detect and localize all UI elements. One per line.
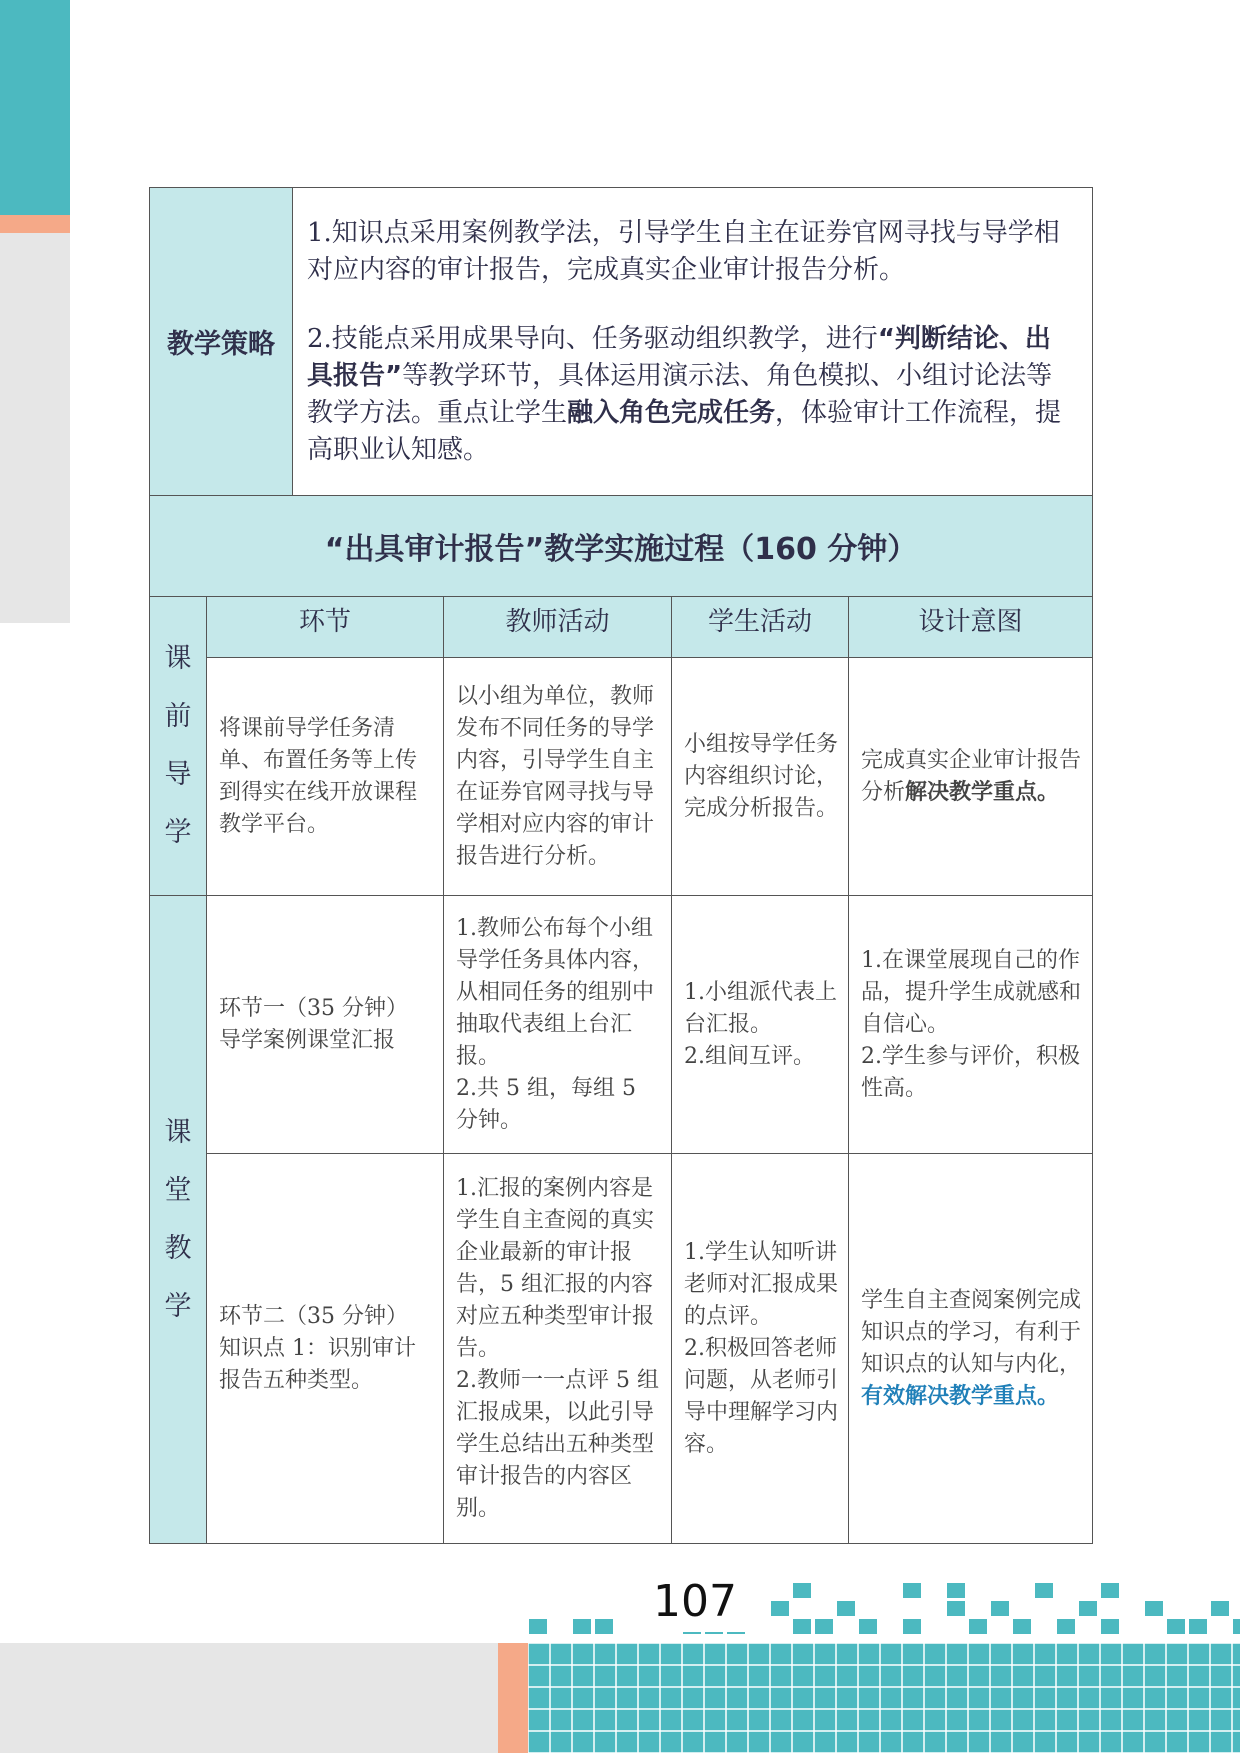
mosaic-square [1189,1619,1207,1634]
section-label-char: 前 [164,701,192,732]
mosaic-square [1079,1601,1097,1616]
strategy-para-2-text: 2.技能点采用成果导向、任务驱动组织教学，进行 [307,323,878,354]
row2-stage-line: 环节一（35 分钟） [219,995,408,1021]
mosaic-square [1101,1619,1119,1634]
row1-student: 小组按导学任务内容组织讨论，完成分析报告。 [672,658,849,896]
footer-band-gray [0,1643,498,1753]
mosaic-square [947,1583,965,1598]
row3-intent-highlight: 有效解决教学重点。 [861,1383,1060,1409]
mosaic-square [1167,1619,1185,1634]
section-label-char: 教 [164,1232,192,1264]
header-teacher: 教师活动 [444,597,672,658]
mosaic-square [903,1583,921,1598]
section-label-char: 导 [164,759,192,790]
header-intent: 设计意图 [849,597,1093,658]
mosaic-square [1145,1601,1163,1616]
strategy-label: 教学策略 [150,188,293,496]
row2-stage-line: 导学案例课堂汇报 [219,1027,396,1053]
row1-intent [849,658,1093,896]
mosaic-square [1013,1619,1031,1634]
row2-intent-item: 2.学生参与评价，积极性高。 [861,1043,1080,1101]
strategy-content [293,188,1093,496]
section-label-char: 学 [164,1290,192,1322]
strategy-para-2-text: ，体验审计工作流程，提高职业认知感。 [307,397,1062,465]
row2-student-item: 2.组间互评。 [684,1043,815,1069]
row1-intent-text: 完成真实企业审计报告分析 [861,747,1082,805]
strategy-bold-2: 融入角色完成任务 [567,397,776,428]
section-label-char: 课 [164,1116,192,1148]
mosaic-square [1057,1619,1075,1634]
row2-student-item: 1.小组派代表上台汇报。 [684,979,837,1037]
row2-teacher-item: 1.教师公布每个小组导学任务具体内容，从相同任务的组别中抽取代表组上台汇报。 [456,915,655,1069]
mosaic-square [573,1619,591,1634]
mosaic-square [771,1601,789,1616]
row3-intent-text: 学生自主查阅案例完成知识点的学习，有利于知识点的认知与内化， [861,1287,1082,1377]
row3-student-item: 1.学生认知听讲老师对汇报成果的点评。 [684,1239,839,1329]
row3-stage-line: 环节二（35 分钟） [219,1303,408,1329]
lesson-table [149,187,1093,1544]
strategy-para-2-text: 等教学环节，具体运用演示法、角色模拟、小组讨论法等教学方法。重点让学生 [307,360,1053,428]
row3-teacher-item: 2.教师一一点评 5 组汇报成果，以此引导学生总结出五种类型审计报告的内容区别。 [456,1367,659,1521]
strategy-bold-1: “判断结论、出具报告” [307,323,1051,391]
mosaic-square [1211,1601,1229,1616]
mosaic-square [529,1619,547,1634]
row2-teacher [444,896,672,1154]
row3-student [672,1154,849,1544]
row2-student [672,896,849,1154]
mosaic-square [859,1619,877,1634]
footer-mosaic-pattern [528,1575,1240,1753]
strategy-para-1: 1.知识点采用案例教学法，引导学生自主在证券官网寻找与导学相对应内容的审计报告，完成真实企业审计报告分析。 [307,217,1060,285]
row1-stage: 将课前导学任务清单、布置任务等上传到得实在线开放课程教学平台。 [207,658,444,896]
mosaic-square [595,1619,613,1634]
mosaic-square [793,1619,811,1634]
row3-stage [207,1154,444,1544]
mosaic-square [837,1601,855,1616]
process-title: “出具审计报告”教学实施过程（160 分钟） [150,496,1093,597]
footer-band-orange [498,1643,528,1753]
section-label-inclass [150,896,207,1544]
side-bar-gray [0,233,70,623]
row3-teacher-item: 1.汇报的案例内容是学生自主查阅的真实企业最新的审计报告，5 组汇报的内容对应五种类型审计报告。 [456,1175,655,1361]
section-label-char: 课 [164,643,192,674]
header-student: 学生活动 [672,597,849,658]
strategy-para-2 [307,321,1072,469]
row1-intent-bold: 解决教学重点。 [905,779,1060,805]
row3-stage-line: 知识点 1：识别审计报告五种类型。 [219,1335,416,1393]
side-bar-orange [0,215,70,233]
row3-teacher [444,1154,672,1544]
side-bar-teal [0,0,70,215]
page-number: 107 [640,1572,750,1632]
mosaic-square [793,1583,811,1598]
row3-intent [849,1154,1093,1544]
mosaic-square [991,1601,1009,1616]
row2-intent-item: 1.在课堂展现自己的作品，提升学生成就感和自信心。 [861,947,1082,1037]
row2-intent [849,896,1093,1154]
row1-teacher: 以小组为单位，教师发布不同任务的导学内容，引导学生自主在证券官网寻找与导学相对应内容的审计报告进行分析。 [444,658,672,896]
mosaic-square [1233,1619,1240,1634]
row3-student-item: 2.积极回答老师问题，从老师引导中理解学习内容。 [684,1335,839,1457]
row2-teacher-item: 2.共 5 组，每组 5 分钟。 [456,1075,636,1133]
mosaic-square [1035,1583,1053,1598]
section-label-char: 学 [164,817,192,848]
mosaic-square [969,1619,987,1634]
mosaic-square [947,1601,965,1616]
mosaic-square [903,1619,921,1634]
header-stage: 环节 [207,597,444,658]
section-label-char: 堂 [164,1174,192,1206]
section-label-preclass [150,597,207,896]
row2-stage [207,896,444,1154]
mosaic-square [815,1619,833,1634]
mosaic-square [1101,1583,1119,1598]
